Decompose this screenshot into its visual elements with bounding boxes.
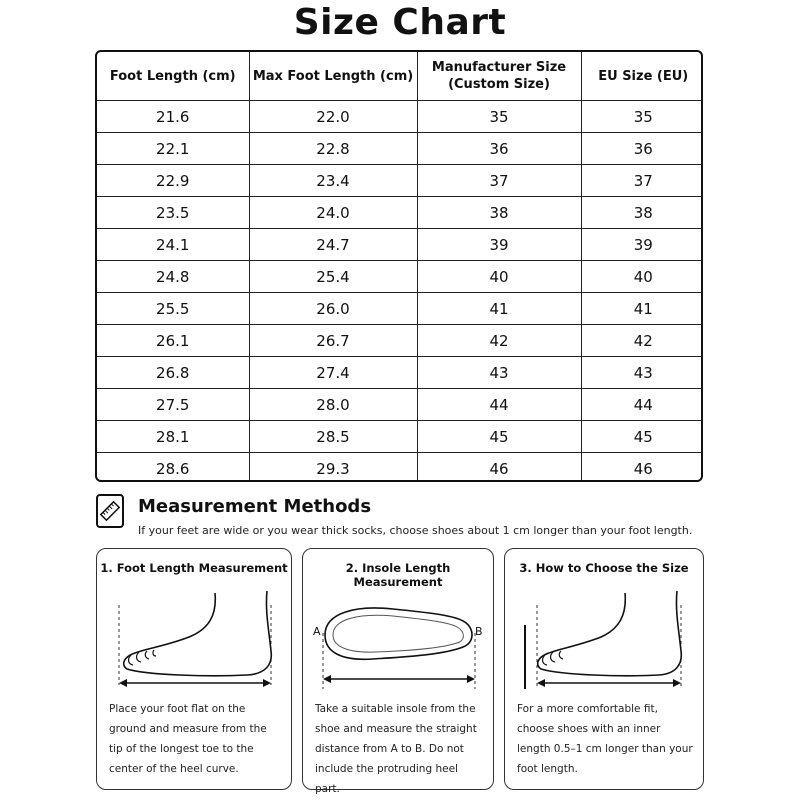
max-foot-length-cell: 27.4 bbox=[249, 357, 417, 389]
label-a: A bbox=[313, 625, 321, 638]
manufacturer-size-cell: 45 bbox=[417, 421, 581, 453]
table-row bbox=[97, 229, 703, 261]
eu-size-cell: 39 bbox=[581, 229, 703, 261]
table-row bbox=[97, 421, 703, 453]
max-foot-length-cell: 26.7 bbox=[249, 325, 417, 357]
eu-size-cell: 45 bbox=[581, 421, 703, 453]
foot-length-cell: 22.9 bbox=[97, 165, 249, 197]
foot-measure-icon bbox=[97, 585, 293, 695]
eu-size-cell: 36 bbox=[581, 133, 703, 165]
manufacturer-size-cell: 43 bbox=[417, 357, 581, 389]
manufacturer-size-cell: 37 bbox=[417, 165, 581, 197]
header-foot-length: Foot Length (cm) bbox=[97, 52, 249, 101]
foot-length-cell: 23.5 bbox=[97, 197, 249, 229]
card-title: 1. Foot Length Measurement bbox=[100, 561, 288, 575]
foot-length-cell: 26.8 bbox=[97, 357, 249, 389]
foot-length-cell: 28.6 bbox=[97, 453, 249, 483]
table-row bbox=[97, 357, 703, 389]
max-foot-length-cell: 26.0 bbox=[249, 293, 417, 325]
eu-size-cell: 41 bbox=[581, 293, 703, 325]
ruler-icon bbox=[96, 494, 124, 528]
table-row bbox=[97, 293, 703, 325]
card-insole-length bbox=[302, 548, 494, 795]
manufacturer-size-cell: 39 bbox=[417, 229, 581, 261]
manufacturer-size-cell: 41 bbox=[417, 293, 581, 325]
table-header-row bbox=[97, 52, 703, 101]
table-row bbox=[97, 325, 703, 357]
table-row bbox=[97, 133, 703, 165]
card-body: Take a suitable insole from the shoe and measure the straight distance from A to B. Do not include the protruding heel part. bbox=[315, 703, 477, 795]
card-body: For a more comfortable fit, choose shoes with an inner length 0.5–1 cm longer than your foot length. bbox=[517, 703, 693, 775]
card-title: 2. Insole Length Measurement bbox=[345, 561, 451, 589]
eu-size-cell: 35 bbox=[581, 101, 703, 133]
table-row bbox=[97, 261, 703, 293]
eu-size-cell: 37 bbox=[581, 165, 703, 197]
foot-length-cell: 24.1 bbox=[97, 229, 249, 261]
table-row bbox=[97, 101, 703, 133]
manufacturer-size-cell: 42 bbox=[417, 325, 581, 357]
header-max-foot-length: Max Foot Length (cm) bbox=[249, 52, 417, 101]
manufacturer-size-cell: 35 bbox=[417, 101, 581, 133]
manufacturer-size-cell: 44 bbox=[417, 389, 581, 421]
size-table bbox=[95, 50, 703, 482]
foot-length-cell: 28.1 bbox=[97, 421, 249, 453]
manufacturer-size-cell: 40 bbox=[417, 261, 581, 293]
page-title: Size Chart bbox=[293, 2, 507, 43]
foot-fit-icon bbox=[505, 585, 705, 695]
max-foot-length-cell: 22.0 bbox=[249, 101, 417, 133]
eu-size-cell: 44 bbox=[581, 389, 703, 421]
max-foot-length-cell: 28.0 bbox=[249, 389, 417, 421]
foot-length-cell: 24.8 bbox=[97, 261, 249, 293]
max-foot-length-cell: 22.8 bbox=[249, 133, 417, 165]
eu-size-cell: 43 bbox=[581, 357, 703, 389]
max-foot-length-cell: 24.7 bbox=[249, 229, 417, 261]
table-row bbox=[97, 389, 703, 421]
max-foot-length-cell: 24.0 bbox=[249, 197, 417, 229]
table-row bbox=[97, 165, 703, 197]
table-row bbox=[97, 197, 703, 229]
header-eu-size: EU Size (EU) bbox=[581, 52, 703, 101]
manufacturer-size-cell: 46 bbox=[417, 453, 581, 483]
foot-length-cell: 25.5 bbox=[97, 293, 249, 325]
card-title: 3. How to Choose the Size bbox=[519, 561, 689, 575]
max-foot-length-cell: 23.4 bbox=[249, 165, 417, 197]
insole-measure-icon bbox=[303, 585, 495, 695]
eu-size-cell: 42 bbox=[581, 325, 703, 357]
max-foot-length-cell: 25.4 bbox=[249, 261, 417, 293]
foot-length-cell: 27.5 bbox=[97, 389, 249, 421]
max-foot-length-cell: 29.3 bbox=[249, 453, 417, 483]
max-foot-length-cell: 28.5 bbox=[249, 421, 417, 453]
foot-length-cell: 26.1 bbox=[97, 325, 249, 357]
card-choose-size bbox=[504, 548, 704, 790]
measurement-title: Measurement Methods bbox=[138, 496, 372, 517]
label-b: B bbox=[475, 625, 483, 638]
card-foot-length bbox=[96, 548, 292, 790]
table-row bbox=[97, 453, 703, 483]
manufacturer-size-cell: 38 bbox=[417, 197, 581, 229]
eu-size-cell: 46 bbox=[581, 453, 703, 483]
eu-size-cell: 38 bbox=[581, 197, 703, 229]
foot-length-cell: 21.6 bbox=[97, 101, 249, 133]
measurement-subtitle: If your feet are wide or you wear thick socks, choose shoes about 1 cm longer than your foot length. bbox=[138, 524, 693, 537]
card-body: Place your foot flat on the ground and measure from the tip of the longest toe to the center of the heel curve. bbox=[109, 703, 267, 775]
manufacturer-size-cell: 36 bbox=[417, 133, 581, 165]
header-manufacturer-size: Manufacturer Size (Custom Size) bbox=[417, 52, 581, 101]
foot-length-cell: 22.1 bbox=[97, 133, 249, 165]
eu-size-cell: 40 bbox=[581, 261, 703, 293]
